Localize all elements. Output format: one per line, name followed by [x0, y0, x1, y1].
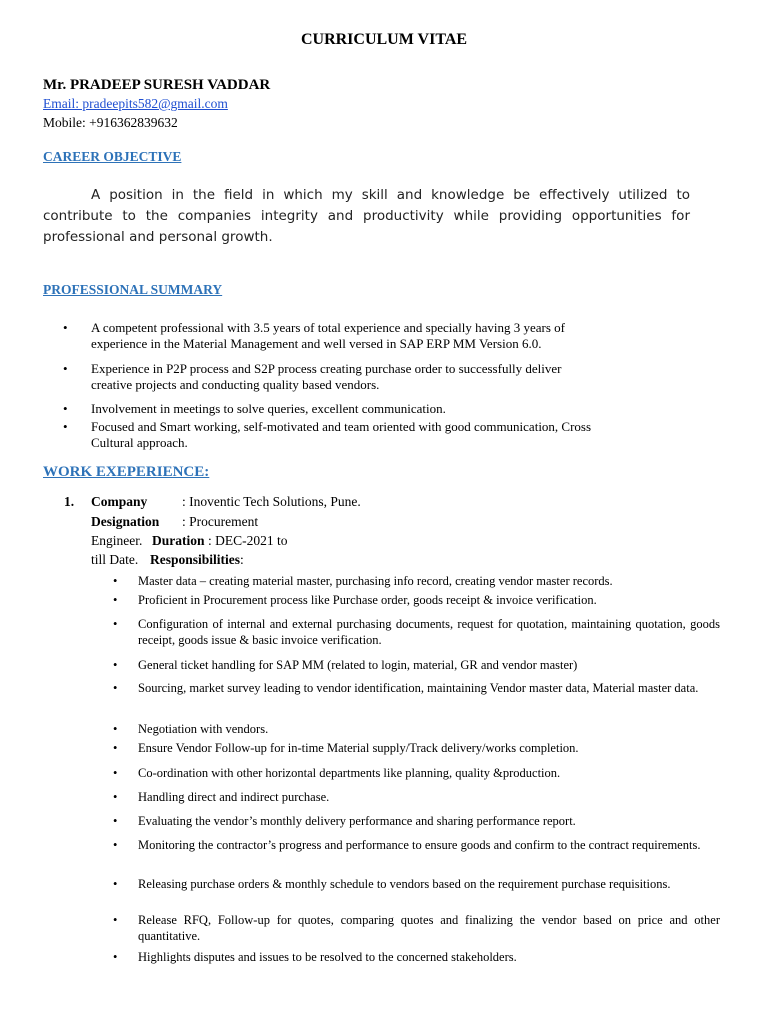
experience-number: 1.	[64, 494, 75, 509]
professional-summary-heading: PROFESSIONAL SUMMARY	[43, 282, 223, 297]
document-title: CURRICULUM VITAE	[300, 31, 468, 48]
email-link[interactable]: Email: pradeepits582@gmail.com	[43, 96, 228, 111]
bullet-icon: •	[113, 950, 118, 964]
designation-value: : Procurement	[182, 514, 259, 529]
responsibilities-label: Responsibilities:	[150, 552, 244, 567]
bullet-icon: •	[113, 877, 118, 891]
bullet-icon: •	[113, 741, 118, 755]
career-objective-heading: CAREER OBJECTIVE	[43, 149, 182, 164]
duration-end: till Date.	[91, 552, 139, 567]
work-experience-heading: WORK EXEPERIENCE:	[43, 464, 210, 480]
bullet-icon: •	[113, 617, 118, 631]
bullet-icon: •	[113, 814, 118, 828]
bullet-icon: •	[113, 838, 118, 852]
bullet-icon: •	[63, 419, 68, 434]
company-value: : Inoventic Tech Solutions, Pune.	[182, 494, 361, 509]
duration-label: Duration	[152, 533, 205, 548]
bullet-icon: •	[63, 361, 68, 376]
bullet-icon: •	[113, 790, 118, 804]
mobile-number: Mobile: +916362839632	[43, 115, 178, 130]
bullet-icon: •	[113, 658, 118, 672]
bullet-icon: •	[113, 574, 118, 588]
bullet-icon: •	[113, 593, 118, 607]
candidate-name: Mr. PRADEEP SURESH VADDAR	[43, 77, 271, 93]
bullet-icon: •	[113, 722, 118, 736]
company-label: Company	[91, 494, 148, 509]
bullet-icon: •	[113, 913, 118, 927]
bullet-icon: •	[113, 766, 118, 780]
duration-value: : DEC-2021 to	[208, 533, 288, 548]
designation-continued: Engineer.	[91, 533, 143, 548]
bullet-icon: •	[63, 401, 68, 416]
cv-page: CURRICULUM VITAE Mr. PRADEEP SURESH VADDAR Email: pradeepits582@gmail.com Mobile: +916362839632 CAREER OBJECTIVE A position in the field in which my skill and knowledge be effectively utilized to contribute to the companies integrity and productivity while providing opportunities for professional and personal growth. PROFESSIONAL SUMMARY • A competent professional with 3.5 years of total experience and specially having 3 years of experience in the Material Management and well versed in SAP ERP MM Version 6.0. • Experience in P2P process and S2P process creating purchase order to successfully deliver creative projects and conducting quality based vendors. • Involvement in meetings to solve queries, excellent communication. • Focused and Smart working, self-motivated and team oriented with good communication, Cross Cultural approach. WORK EXEPERIENCE: 1. Company : Inoventic Tech Solutions, Pune. Designation : Procurement Engineer. Duration : DEC-2021 to till Date. Responsibilities: • Master data – creating material master, purchasing info record, creating vendor master records. • Proficient in Procurement process like Purchase order, goods receipt & invoice verification. • Configuration of internal and external purchasing documents, request for quotation, maintaining quotation, goods receipt, goods issue & basic invoice verification. • General ticket handling for SAP MM (related to login, material, GR and vendor master) • Sourcing, market survey leading to vendor identification, maintaining Vendor master data, Material master data. • Negotiation with vendors. • Ensure Vendor Follow-up for in-time Material supply/Track delivery/works completion. • Co-ordination with other horizontal departments like planning, quality &production. • Handling direct and indirect purchase. • Evaluating the vendor’s monthly delivery performance and sharing performance report. • Monitoring the contractor’s progress and performance to ensure goods and confirm to the contract requirements. • Releasing purchase orders & monthly schedule to vendors based on the requirement purchase requisitions. • Release RFQ, Follow-up for quotes, comparing quotes and finalizing the vendor based on price and other quantitative. • Highlights disputes and issues to be resolved to the concerned stakeholders.	[0, 0, 768, 1024]
designation-label: Designation	[91, 514, 160, 529]
career-objective-text: A position in the field in which my skill and knowledge be effectively utilized to contribute to the companies integrity and productivity while providing opportunities for professional and personal growth.	[43, 187, 690, 245]
bullet-icon: •	[113, 681, 118, 695]
bullet-icon: •	[63, 320, 68, 335]
